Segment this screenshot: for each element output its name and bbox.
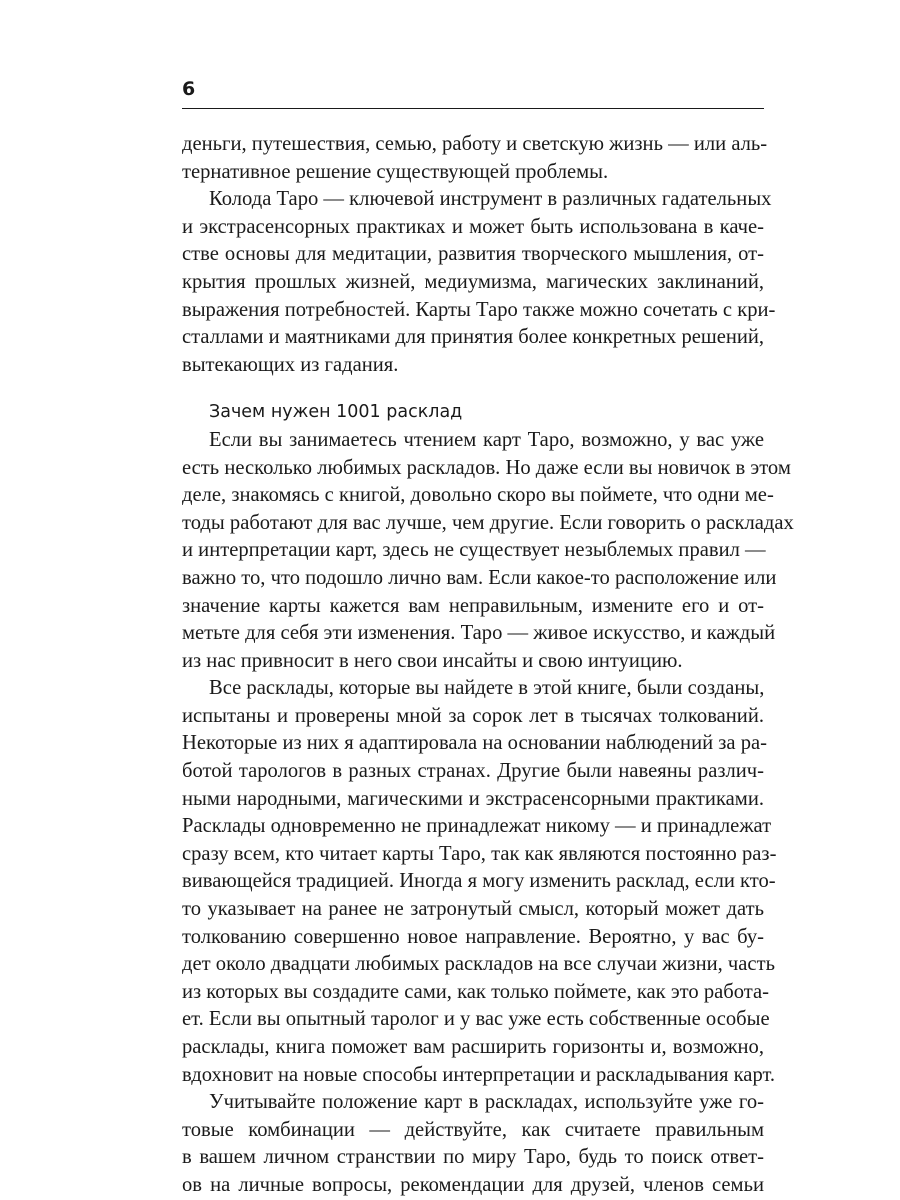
text-line: Учитывайте положение карт в раскладах, используйте уже го- (209, 1091, 764, 1114)
text-line: Некоторые из них я адаптировала на основании наблюдений за ра- (182, 732, 767, 755)
text-line: Колода Таро — ключевой инструмент в различных гадательных (209, 188, 772, 211)
text-line: вдохновит на новые способы интерпретации и раскладывания карт. (182, 1063, 776, 1086)
text-line: ов на личные вопросы, рекомендации для друзей, членов семьи (182, 1173, 764, 1196)
text-line: расклады, книга поможет вам расширить горизонты и, возможно, (182, 1036, 764, 1058)
paragraph (182, 131, 768, 186)
text-line: Если вы занимаетесь чтением карт Таро, возможно, у вас уже (209, 428, 764, 451)
text-line: деньги, путешествия, семью, работу и светскую жизнь — или аль- (182, 133, 768, 155)
text-line: метьте для себя эти изменения. Таро — живое искусство, и каждый (182, 622, 776, 645)
text-line: важно то, что подошло лично вам. Если какое-то расположение или (182, 566, 777, 589)
text-line: тоды работают для вас лучше, чем другие. Если говорить о раскладах (182, 511, 794, 534)
text-line: деле, знакомясь с книгой, довольно скоро вы поймете, что одни ме- (182, 484, 774, 507)
text-line: сразу всем, кто читает карты Таро, так как являются постоянно раз- (182, 842, 777, 865)
body-text (182, 131, 794, 1200)
page-number: 6 (182, 78, 196, 100)
text-line: толкованию совершенно новое направление. Вероятно, у вас бу- (182, 925, 764, 948)
paragraph (182, 1089, 764, 1199)
text-line: крытия прошлых жизней, медиумизма, магических заклинаний, (182, 270, 764, 293)
text-line: то указывает на ранее не затронутый смысл, который может дать (182, 898, 764, 921)
text-line: ными народными, магическими и экстрасенсорными практиками. (182, 787, 764, 810)
text-line: сталлами и маятниками для принятия более конкретных решений, (182, 326, 765, 349)
text-line: есть несколько любимых раскладов. Но даже если вы новичок в этом (182, 456, 791, 479)
header-rule (182, 108, 764, 109)
paragraph (182, 675, 777, 1089)
text-line: дет около двадцати любимых раскладов на все случаи жизни, часть (182, 953, 775, 976)
text-line: в вашем личном странствии по миру Таро, будь то поиск ответ- (182, 1146, 764, 1169)
text-line: из нас привносит в него свои инсайты и свою интуицию. (182, 649, 683, 672)
text-line: ет. Если вы опытный таролог и у вас уже есть собственные особые (182, 1008, 770, 1031)
paragraph (182, 427, 794, 675)
text-line: вивающейся традицией. Иногда я могу изменить расклад, если кто- (182, 870, 776, 893)
text-line: ботой тарологов в разных странах. Другие были навеяны различ- (182, 760, 764, 783)
text-line: и интерпретации карт, здесь не существует незыблемых правил — (182, 539, 766, 562)
text-line: значение карты кажется вам неправильным, измените его и от- (182, 594, 764, 617)
text-line: Расклады одновременно не принадлежат никому — и принадлежат (182, 815, 772, 838)
section-heading: Зачем нужен 1001 расклад (209, 402, 463, 423)
text-line: из которых вы создадите сами, как только поймете, как это работа- (182, 980, 770, 1003)
text-line: тернативное решение существующей проблемы. (182, 160, 609, 183)
text-line: товые комбинации — действуйте, как считаете правильным (182, 1118, 764, 1141)
text-line: Все расклады, которые вы найдете в этой книге, были созданы, (209, 677, 765, 700)
text-line: вытекающих из гадания. (182, 353, 399, 376)
text-line: испытаны и проверены мной за сорок лет в тысячах толкований. (182, 704, 764, 727)
text-line: стве основы для медитации, развития творческого мышления, от- (182, 243, 764, 266)
text-line: выражения потребностей. Карты Таро также можно сочетать с кри- (182, 298, 776, 321)
paragraph (182, 186, 776, 379)
text-line: и экстрасенсорных практиках и может быть использована в каче- (182, 215, 764, 238)
